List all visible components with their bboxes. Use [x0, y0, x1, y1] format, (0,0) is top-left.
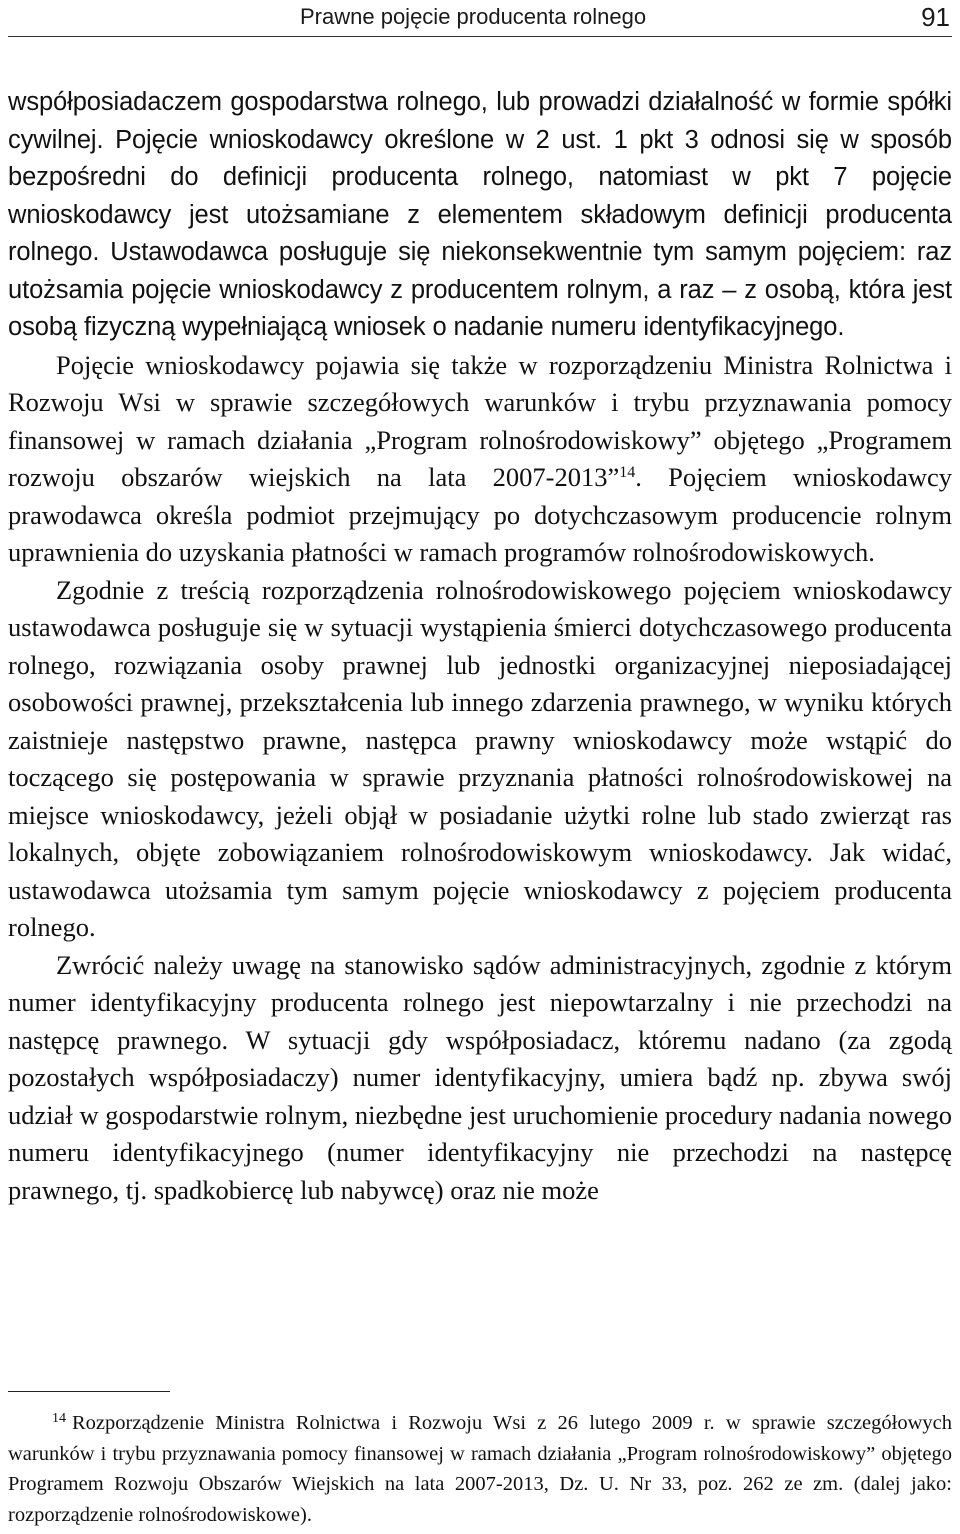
paragraph-2-text: Pojęcie wnioskodawcy pojawia się także w rozporządzeniu Ministra Rolnictwa i Rozwoju Wsi w sprawie szczegółowych warunków i trybu przyznawania pomocy finansowej w ramach działania „Program rolnośrodowiskowy” objętego „Programem rozwoju obszarów wiejskich na lata 2007-2013”: [8, 349, 952, 492]
footnote-separator: [8, 1391, 170, 1392]
footnote-text: Rozporządzenie Ministra Rolnictwa i Rozwoju Wsi z 26 lutego 2009 r. w sprawie szczegółowych warunków i trybu przyznawania pomocy finansowej w ramach działania „Program rolnośrodowiskowy” objętego Programem Rozwoju Obszarów Wiejskich na lata 2007-2013, Dz. U. Nr 33, poz. 262 ze zm. (dalej jako: rozporządzenie rolnośrodowiskowe).: [8, 1412, 952, 1526]
paragraph-2-text-continued: . Pojęciem wnioskodawcy prawodawca określa podmiot przejmujący po dotychczasowym producencie rolnym uprawnienia do uzyskania płatności w ramach programów rolnośrodowiskowych.: [8, 462, 952, 567]
paragraph-4: Zwrócić należy uwagę na stanowisko sądów administracyjnych, zgodnie z którym numer identyfikacyjny producenta rolnego jest niepowtarzalny i nie przechodzi na następcę prawnego. W sytuacji gdy współposiadacz, któremu nadano (za zgodą pozostałych współposiadaczy) numer identyfikacyjny, umiera bądź np. zbywa swój udział w gospodarstwie rolnym, niezbędne jest uruchomienie procedury nadania nowego numeru identyfikacyjnego (numer identyfikacyjny nie przechodzi na następcę prawnego, tj. spadkobiercę lub nabywcę) oraz nie może: [8, 949, 952, 1205]
paragraph-1: współposiadaczem gospodarstwa rolnego, lub prowadzi działalność w formie spółki cywilnej. Pojęcie wnioskodawcy określone w 2 ust. 1 pkt 3 odnosi się w sposób bezpośredni do definicji producenta rolnego, natomiast w pkt 7 pojęcie wnioskodawcy jest utożsamiane z elementem składowym definicji producenta rolnego. Ustawodawca posługuje się niekonsekwentnie tym samym pojęciem: raz utożsamia pojęcie wnioskodawcy z producentem rolnym, a raz – z osobą, która jest osobą fizyczną wypełniającą wniosek o nadanie numeru identyfikacyjnego.: [8, 88, 952, 341]
paragraph-2: [8, 347, 952, 572]
page-number: 91: [921, 2, 950, 32]
footnote: [8, 1408, 952, 1530]
running-header: [8, 0, 952, 37]
footnote-reference[interactable]: 14: [619, 464, 636, 481]
running-title: Prawne pojęcie producenta rolnego: [300, 4, 647, 29]
paragraph-3: Zgodnie z treścią rozporządzenia rolnośrodowiskowego pojęciem wnioskodawcy ustawodawca posługuje się w sytuacji wystąpienia śmierci dotychczasowego producenta rolnego, rozwiązania osoby prawnej lub jednostki organizacyjnej nieposiadającej osobowości prawnej, przekształcenia lub innego zdarzenia prawnego, w wyniku których zaistnieje następstwo prawne, następca prawny wnioskodawcy może wstąpić do toczącego się postępowania w sprawie przyznania płatności rolnośrodowiskowej na miejsce wnioskodawcy, jeżeli objął w posiadanie użytki rolne lub stado zwierząt ras lokalnych, objęte zobowiązaniem rolnośrodowiskowym wnioskodawcy. Jak widać, ustawodawca utożsamia tym samym pojęcie wnioskodawcy z pojęciem producenta rolnego.: [8, 574, 952, 942]
main-text: [8, 84, 952, 1209]
footnote-number: 14: [52, 1411, 66, 1426]
